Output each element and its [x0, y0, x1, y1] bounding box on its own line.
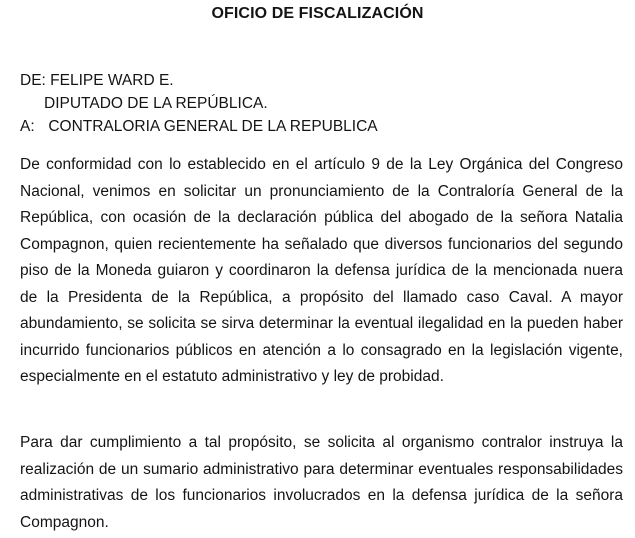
- paragraph: Para dar cumplimiento a tal propósito, se solicita al organismo contralor instruya la realización de un sumario administrativo para determinar eventuales responsabilidades administrativas de los funcionarios involucrados en la defensa jurídica de la señora Compagnon.: [20, 434, 623, 531]
- from-label: DE:: [20, 72, 46, 89]
- document-title: OFICIO DE FISCALIZACIÓN: [211, 5, 424, 22]
- paragraph: De conformidad con lo establecido en el artículo 9 de la Ley Orgánica del Congreso Nacional, venimos en solicitar un pronunciamiento de la Contraloría General de la República, con ocasión de la declaración pública del abogado de la señora Natalia Compagnon, quien recientemente ha señalado que diversos funcionarios del segundo piso de la Moneda guiaron y coordinaron la defensa jurídica de la mencionada nuera de la Presidenta de la República, a propósito del llamado caso Caval. A mayor abundamiento, se solicita se sirva determinar la eventual ilegalidad en la pueden haber incurrido funcionarios públicos en atención a lo consagrado en la legislación vigente, especialmente en el estatuto administrativo y ley de probidad.: [20, 156, 623, 385]
- to-name: CONTRALORIA GENERAL DE LA REPUBLICA: [48, 118, 378, 135]
- from-line: [20, 72, 174, 90]
- to-line: [20, 118, 378, 136]
- from-title: DIPUTADO DE LA REPÚBLICA.: [44, 95, 268, 112]
- to-label: A:: [20, 118, 35, 135]
- from-name: FELIPE WARD E.: [50, 72, 174, 89]
